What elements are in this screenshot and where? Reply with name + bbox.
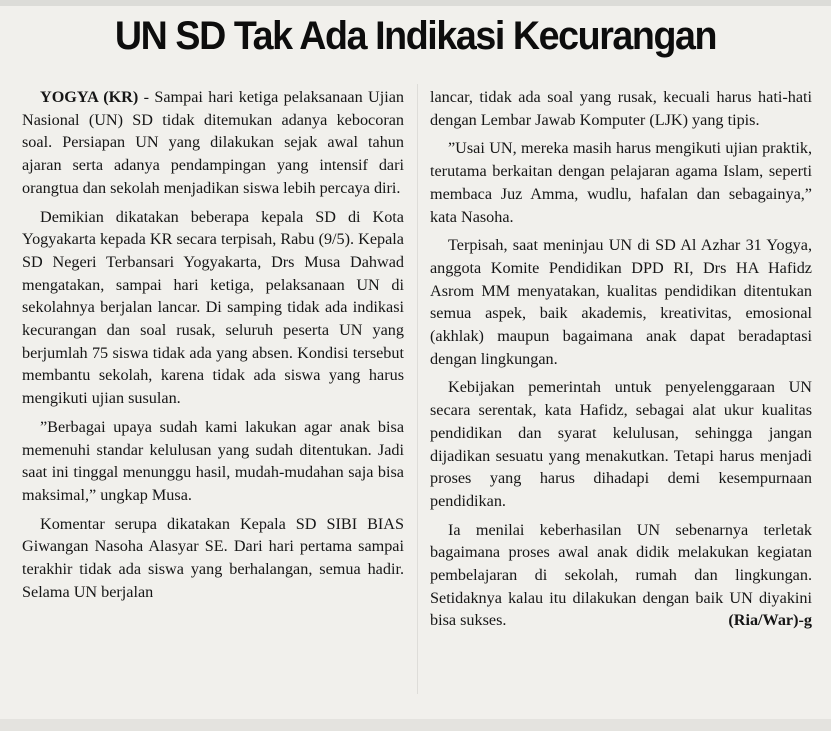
paragraph xyxy=(22,86,404,200)
paragraph xyxy=(430,519,812,633)
scan-edge-bottom xyxy=(0,719,831,731)
paragraph: ”Usai UN, mereka masih harus mengikuti ujian praktik, terutama berkaitan dengan pelajaran agama Islam, seperti membaca Juz Amma, wudlu, hafalan dan sebagainya,” kata Nasoha. xyxy=(430,139,812,226)
dateline: YOGYA (KR) xyxy=(40,88,139,106)
author-signoff: (Ria/War)-g xyxy=(728,611,812,630)
scan-edge-top xyxy=(0,0,831,6)
headline: UN SD Tak Ada Indikasi Kecurangan xyxy=(114,14,717,58)
paragraph: Demikian dikatakan beberapa kepala SD di Kota Yogyakarta kepada KR secara terpisah, Rabu (9/5). Kepala SD Negeri Terbansari Yogyakarta, Drs Musa Dahwad mengatakan, sampai hari ketiga, pelaksanaan UN di sekolahnya berjalan lancar. Di samping tidak ada indikasi kecurangan dan soal rusak, seluruh peserta UN yang berjumlah 75 siswa tidak ada yang absen. Kondisi tersebut membantu sekolah, karena tidak ada siswa yang harus mengikuti ujian susulan. xyxy=(22,207,404,408)
paragraph: lancar, tidak ada soal yang rusak, kecuali harus hati-hati dengan Lembar Jawab Komputer (LJK) yang tipis. xyxy=(430,88,812,129)
paragraph: Komentar serupa dikatakan Kepala SD SIBI BIAS Giwangan Nasoha Alasyar SE. Dari hari pertama sampai terakhir tidak ada siswa yang berhalangan, semua hadir. Selama UN berjalan xyxy=(22,514,404,601)
paragraph: Kebijakan pemerintah untuk penyelenggaraan UN secara serentak, kata Hafidz, sebagai alat ukur kualitas pendidikan dan syarat kelulusan, sehingga jangan dijadikan sesuatu yang menakutkan. Tetapi harus menjadi proses yang harus dihadapi demi kesempurnaan pendidikan. xyxy=(430,378,812,510)
left-column xyxy=(22,86,404,609)
paragraph-text: Ia menilai keberhasilan UN sebenarnya terletak bagaimana proses awal anak didik melakukan kegiatan pembelajaran di sekolah, rumah dan lingkungan. Setidaknya kalau itu dilakukan dengan baik UN diyakini bisa sukses. xyxy=(430,520,812,630)
right-column xyxy=(430,86,812,638)
paragraph-text: - Sampai hari ketiga pelaksanaan Ujian Nasional (UN) SD tidak ditemukan adanya kebocoran soal. Persiapan UN yang dilakukan sejak awal tahun ajaran serta adanya pendampingan yang intensif dari orangtua dan sekolah menjadikan siswa lebih percaya diri. xyxy=(22,88,404,197)
column-divider xyxy=(417,84,418,694)
paragraph: Terpisah, saat meninjau UN di SD Al Azhar 31 Yogya, anggota Komite Pendidikan DPD RI, Drs HA Hafidz Asrom MM menyatakan, kualitas pendidikan ditentukan semua aspek, baik akademis, kreativitas, emosional (akhlak) maupun bagaimana anak dapat beradaptasi dengan lingkungan. xyxy=(430,236,812,368)
paragraph: ”Berbagai upaya sudah kami lakukan agar anak bisa memenuhi standar kelulusan yang sudah ditentukan. Jadi saat ini tinggal menunggu hasil, mudah-mudahan saja bisa maksimal,” ungkap Musa. xyxy=(22,417,404,504)
